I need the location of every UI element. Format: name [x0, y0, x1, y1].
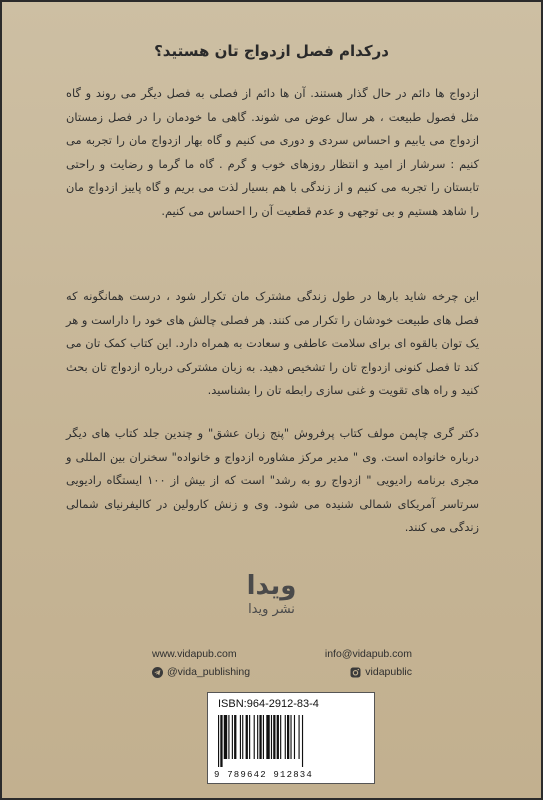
publisher-name: نشر ویدا	[248, 602, 295, 617]
isbn-barcode-box	[207, 692, 375, 784]
barcode-digits: 9 789642 912834	[214, 770, 314, 780]
instagram-link[interactable]	[350, 666, 412, 678]
publisher-logo	[2, 572, 541, 617]
instagram-text: vidapublic	[365, 666, 412, 678]
barcode-image	[216, 715, 366, 767]
isbn-number: ISBN:964-2912-83-4	[218, 698, 319, 710]
cover-title: درکدام فصل ازدواج تان هستید؟	[154, 42, 389, 60]
publisher-logo-mark: ویدا	[246, 571, 297, 601]
email-text: info@vidapub.com	[324, 648, 412, 660]
paragraph-author-bio: دکتر گری چاپمن مولف کتاب پرفروش "پنج زبان عشق" و چندین جلد کتاب های دیگر درباره خانواده است. وی " مدیر مرکز مشاوره ازدواج و خانواده" سخنران بین المللی و مجری برنامه رادیویی " ازدواج رو به رشد" است که از بیش از ۱۰۰ ایستگاه رادیویی سرتاسر آمریکای شمالی شنیده می شود. وی و زنش کارولین در کالیفرنیای شمالی زندگی می کنند.	[66, 426, 479, 535]
contact-info	[152, 648, 412, 684]
telegram-link[interactable]	[152, 666, 250, 678]
paragraph-cycle: این چرخه شاید بارها در طول زندگی مشترک مان تکرار شود ، درست همانگونه که فصل های طبیعت خودشان را تکرار می کنند. هر فصلی چالش های خود را داراست و هر یک توان بالقوه ای برای سلامت عاطفی و سعادت به همراه دارد. این کتاب کمک تان می کند تا فصل کنونی ازدواج تان را تشخیص دهید. به زبان مشترکی درباره ازدواج تان بحث کنید و راه های تقویت و غنی سازی رابطه تان را بشناسید.	[66, 289, 479, 398]
email-link[interactable]	[325, 648, 412, 660]
website-text: www.vidapub.com	[152, 648, 237, 660]
instagram-icon	[350, 667, 361, 678]
website-link[interactable]	[152, 648, 237, 660]
paragraph-seasons: ازدواج ها دائم در حال گذار هستند. آن ها دائم از فصلی به فصل دیگر می روند و گاه مثل فصول طبیعت ، هر سال عوض می شوند. گاهی ما خودمان را در فصل زمستان ازدواج می یابیم و احساس سردی و دوری می کنیم و گاه بهار ازدواج مان را تجربه می کنیم : سرشار از امید و انتظار روزهای خوب و گرم . گاه ما گرما و رضایت و راحتی تابستان را تجربه می کنیم و از زندگی با هم بسیار لذت می بریم و گاه پاییز ازدواج مان را شاهد هستیم و بی توجهی و عدم قطعیت آن را احساس می کنیم.	[66, 86, 479, 218]
telegram-icon	[152, 667, 163, 678]
telegram-text: @vida_publishing	[167, 666, 251, 678]
